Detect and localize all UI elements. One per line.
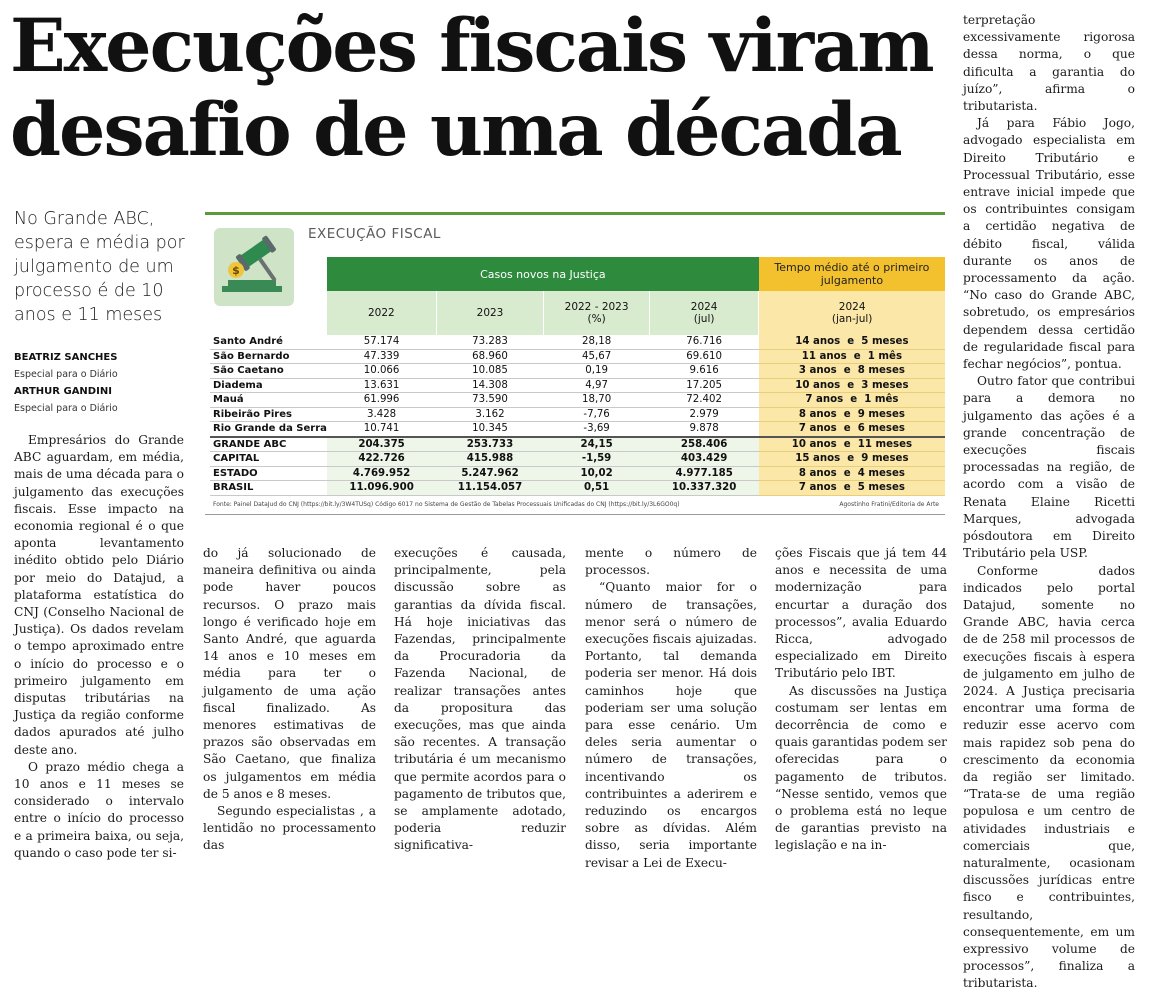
row-label: Santo André	[210, 335, 327, 349]
infographic-bottom-rule	[205, 514, 945, 515]
table-cell: 4.977.185	[649, 466, 758, 481]
table-cell: 10.345	[436, 422, 543, 437]
table-cell: 14.308	[436, 378, 543, 393]
table-cell: 73.283	[436, 335, 543, 349]
infographic-title: EXECUÇÃO FISCAL	[308, 226, 441, 242]
table-cell: 253.733	[436, 437, 543, 452]
table-cell: 258.406	[649, 437, 758, 452]
paragraph: ções Fiscais que já tem 44 anos e necessita de uma modernização para encurtar a duração dos processos”, avalia Eduardo Ricca, advogado especializado em Direito Tributário pelo IBT.	[775, 546, 947, 681]
table-row	[210, 437, 945, 452]
table-cell: 11.154.057	[436, 481, 543, 496]
byline-role: Especial para o Diário	[14, 403, 118, 414]
table-row	[210, 466, 945, 481]
table-row	[210, 407, 945, 422]
row-label: Mauá	[210, 393, 327, 408]
table-cell: 10.337.320	[649, 481, 758, 496]
paragraph: Outro fator que contribui para a demora no julgamento das ações é a grande concentração de execuções fiscais processadas na região, de acordo com a visão de Renata Elaine Ricetti Marques, advogada pósdoutora em Direito Tributário pela USP.	[963, 374, 1135, 561]
infographic-top-rule	[205, 212, 945, 215]
svg-text:$: $	[232, 264, 240, 277]
table-row	[210, 349, 945, 364]
table-cell: 18,70	[544, 393, 650, 408]
table-cell: 10.066	[327, 364, 436, 379]
subhead: No Grande ABC, espera e média por julgamento de um processo é de 10 anos e 11 meses	[14, 209, 185, 325]
table-cell: 57.174	[327, 335, 436, 349]
table-cell: 0,51	[544, 481, 650, 496]
table-cell: 3.162	[436, 407, 543, 422]
table-cell: 68.960	[436, 349, 543, 364]
table-cell: 3.428	[327, 407, 436, 422]
table-cell: 11.096.900	[327, 481, 436, 496]
table-cell: 7 anos e 5 meses	[759, 481, 945, 496]
table-cell: 3 anos e 8 meses	[759, 364, 945, 379]
paragraph: mente o número de processos.	[585, 546, 757, 578]
table-cell: 10,02	[544, 466, 650, 481]
row-label: GRANDE ABC	[210, 437, 327, 452]
row-label: ESTADO	[210, 466, 327, 481]
table-row	[210, 364, 945, 379]
table-cell: 5.247.962	[436, 466, 543, 481]
column-header: 2024 (jan-jul)	[759, 291, 945, 335]
table-cell: 73.590	[436, 393, 543, 408]
row-label: Diadema	[210, 378, 327, 393]
table-cell: 10 anos e 3 meses	[759, 378, 945, 393]
table-cell: 415.988	[436, 452, 543, 467]
table-cell: 4.769.952	[327, 466, 436, 481]
table-cell: 7 anos e 1 mês	[759, 393, 945, 408]
column-header: 2022	[327, 291, 436, 335]
table-cell: 403.429	[649, 452, 758, 467]
table-cell: 69.610	[649, 349, 758, 364]
table-cell: -1,59	[544, 452, 650, 467]
table-cell: 0,19	[544, 364, 650, 379]
article-column-2	[203, 545, 376, 853]
article-column-3	[394, 545, 566, 853]
paragraph: Já para Fábio Jogo, advogado especialista em Direito Tributário e Processual Tributário, esse entrave inicial impede que os contribuintes consigam a certidão negativa de débito fiscal, válida durante os anos de processamento da ação. “No caso do Grande ABC, sobretudo, os empresários dependem dessa certidão de regularidade fiscal para fechar negócios”, pontua.	[963, 116, 1135, 372]
table-cell: -7,76	[544, 407, 650, 422]
table-cell: 61.996	[327, 393, 436, 408]
table-cell: 8 anos e 4 meses	[759, 466, 945, 481]
paragraph: execuções é causada, principalmente, pela discussão sobre as garantias da dívida fiscal. Há hoje iniciativas das Fazendas, principalmente da Procuradoria da Fazenda Nacional, de realizar transações antes da propositura das execuções, mas que ainda são recentes. A transação tributária é um mecanismo que permite acordos para o pagamento de tributos que, se amplamente adotado, poderia reduzir significativa-	[394, 546, 566, 853]
table-cell: 14 anos e 5 meses	[759, 335, 945, 349]
table-cell: 11 anos e 1 mês	[759, 349, 945, 364]
table-cell: 72.402	[649, 393, 758, 408]
article-column-5	[775, 545, 947, 853]
table-cell: 28,18	[544, 335, 650, 349]
column-header: 2022 - 2023 (%)	[544, 291, 650, 335]
table-cell: 2.979	[649, 407, 758, 422]
row-label: Ribeirão Pires	[210, 407, 327, 422]
infographic	[205, 212, 945, 517]
table-cell: 10.085	[436, 364, 543, 379]
column-header: 2024 (jul)	[649, 291, 758, 335]
table-row	[210, 378, 945, 393]
table-cell: 9.616	[649, 364, 758, 379]
headline: Execuções fiscais viram desafio de uma década	[10, 3, 933, 173]
row-label: São Caetano	[210, 364, 327, 379]
article-column-1	[14, 432, 184, 860]
column-header: 2023	[436, 291, 543, 335]
article-column-6	[963, 12, 1135, 991]
table-cell: 7 anos e 6 meses	[759, 422, 945, 437]
table-cell: 76.716	[649, 335, 758, 349]
data-table	[210, 257, 945, 496]
art-credit: Agostinho Fratini/Editoria de Arte	[839, 501, 939, 508]
table-cell: 17.205	[649, 378, 758, 393]
table-cell: 15 anos e 9 meses	[759, 452, 945, 467]
table-cell: 9.878	[649, 422, 758, 437]
table-cell: 10 anos e 11 meses	[759, 437, 945, 452]
paragraph: O prazo médio chega a 10 anos e 11 meses se considerado o intervalo entre o início do processo e a primeira baixa, ou seja, quando o caso pode ter si-	[14, 759, 184, 860]
table-cell: 24,15	[544, 437, 650, 452]
paragraph: terpretação excessivamente rigorosa dessa norma, o que dificulta a garantia do juízo”, afirma o tributarista.	[963, 13, 1135, 114]
table-cell: 47.339	[327, 349, 436, 364]
table-cell: 4,97	[544, 378, 650, 393]
table-row	[210, 393, 945, 408]
paragraph: do já solucionado de maneira definitiva ou ainda pode haver poucos recursos. O prazo mais longo é verificado hoje em Santo André, que aguarda 14 anos e 10 meses em média para ter o julgamento de uma ação fiscal finalizado. As menores estimativas de prazos são observadas em São Caetano, que finaliza os julgamentos em média de 5 anos e 8 meses.	[203, 546, 376, 801]
row-label: Rio Grande da Serra	[210, 422, 327, 437]
paragraph: Segundo especialistas , a lentidão no processamento das	[203, 804, 376, 853]
table-cell: -3,69	[544, 422, 650, 437]
article-column-4	[585, 545, 757, 870]
paragraph: Empresários do Grande ABC aguardam, em média, mais de uma década para o julgamento das execuções fiscais. Esse impacto na economia regional é o que aponta levantamento inédito obtido pelo Diário por meio do Datajud, a plataforma estatística do CNJ (Conselho Nacional de Justiça). Os dados revelam o tempo aproximado entre o início do processo e o primeiro julgamento em disputas tributárias na Justiça da região conforme dados apurados até julho deste ano.	[14, 433, 184, 757]
table-cell: 10.741	[327, 422, 436, 437]
paragraph: Conforme dados indicados pelo portal Datajud, somente no Grande ABC, havia cerca de de 258 mil processos de execuções fiscais à espera de julgamento em julho de 2024. A Justiça precisaria encontrar uma forma de reduzir esse acervo com mais rapidez sob pena do crescimento da economia da região ser limitado. “Trata-se de uma região populosa e um centro de atividades industriais e comerciais que, naturalmente, ocasionam discussões jurídicas entre fisco e contribuintes, resultando, consequentemente, em um expressivo volume de processos”, finaliza a tributarista.	[963, 563, 1135, 991]
table-row	[210, 422, 945, 437]
row-label: CAPITAL	[210, 452, 327, 467]
row-label: São Bernardo	[210, 349, 327, 364]
source-note: Fonte: Painel DataJud do CNJ (https://bit.ly/3W4TUSq) Código 6017 no Sistema de Gestão de Tabelas Processuais Unificadas do CNJ (https://bit.ly/3L6GO0q)	[213, 501, 680, 508]
table-cell: 204.375	[327, 437, 436, 452]
table-row	[210, 335, 945, 349]
table-cell: 45,67	[544, 349, 650, 364]
byline-name: ARTHUR GANDINI	[14, 386, 112, 397]
row-label: BRASIL	[210, 481, 327, 496]
time-header: Tempo médio até o primeiro julgamento	[759, 257, 945, 291]
table-row	[210, 481, 945, 496]
paragraph: “Quanto maior for o número de transações, menor será o número de execuções fiscais ajuizadas. Portanto, tal demanda poderia ser menor. Há dois caminhos hoje que poderiam ser uma solução para esse cenário. Um deles seria aumentar o número de transações, incentivando os contribuintes a aderirem e reduzindo os encargos sobre as dívidas. Além disso, seria importante revisar a Lei de Execu-	[585, 580, 757, 870]
table-cell: 422.726	[327, 452, 436, 467]
cases-group-header: Casos novos na Justiça	[327, 257, 759, 291]
byline-role: Especial para o Diário	[14, 369, 118, 380]
table-cell: 13.631	[327, 378, 436, 393]
table-cell: 8 anos e 9 meses	[759, 407, 945, 422]
table-row	[210, 452, 945, 467]
byline-name: BEATRIZ SANCHES	[14, 352, 118, 363]
paragraph: As discussões na Justiça costumam ser lentas em decorrência de como e quais garantidas podem ser oferecidas para o pagamento de tributos. “Nesse sentido, vemos que o problema está no leque de garantias previsto na legislação e na in-	[775, 683, 947, 853]
